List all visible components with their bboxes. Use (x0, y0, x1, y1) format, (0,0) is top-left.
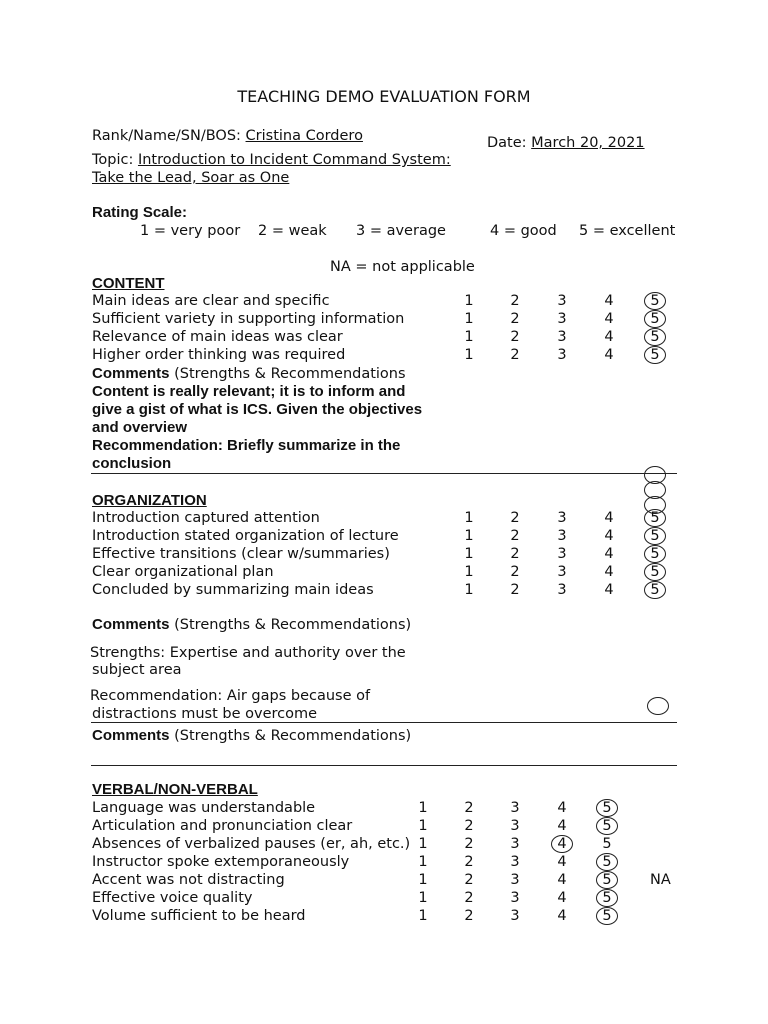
comments-hint: (Strengths & Recommendations) (169, 728, 412, 744)
criterion-label: Absences of verbalized pauses (er, ah, etc.) (92, 836, 411, 852)
selected-score-circle (596, 871, 618, 889)
topic-field (92, 151, 451, 169)
comments-label: Comments (92, 365, 170, 382)
score-option: 2 (510, 311, 520, 327)
score-option: 4 (557, 818, 567, 834)
score-option: 3 (557, 582, 567, 598)
date-field (487, 134, 645, 152)
score-option: 3 (557, 311, 567, 327)
score-option: 2 (464, 818, 474, 834)
score-option: 4 (604, 510, 614, 526)
criterion-label: Clear organizational plan (92, 564, 274, 580)
score-option: 3 (557, 546, 567, 562)
score-option: 5 (602, 908, 612, 924)
content-comment-line1: Content is really relevant; it is to inform and (92, 383, 406, 400)
score-option: 5 (650, 510, 660, 526)
score-option: 1 (418, 908, 428, 924)
score-option: 4 (557, 908, 567, 924)
organization-heading: ORGANIZATION (92, 492, 207, 509)
comments-label: Comments (92, 616, 170, 633)
rating-scale-heading: Rating Scale: (92, 204, 188, 221)
date-value: March 20, 2021 (531, 135, 645, 151)
score-option: 5 (650, 582, 660, 598)
content-heading: CONTENT (92, 275, 165, 292)
org-strengths-line2: subject area (92, 662, 182, 678)
selected-score-circle (644, 545, 666, 563)
content-recommend-line2: conclusion (92, 455, 172, 472)
scale-na: NA = not applicable (330, 259, 475, 275)
score-option: 1 (464, 293, 474, 309)
selected-score-circle (596, 799, 618, 817)
score-option: 4 (557, 890, 567, 906)
score-option: 2 (464, 800, 474, 816)
score-option: 4 (604, 564, 614, 580)
score-option: 1 (418, 818, 428, 834)
selected-score-circle (644, 310, 666, 328)
selected-score-circle (644, 527, 666, 545)
score-option: 2 (464, 836, 474, 852)
content-comment-line3: and overview (92, 419, 188, 436)
score-option: 5 (650, 293, 660, 309)
organization-comments2-label (92, 727, 411, 745)
score-option: 3 (510, 908, 520, 924)
score-option: 4 (604, 546, 614, 562)
criterion-label: Language was understandable (92, 800, 316, 816)
score-option: 4 (604, 329, 614, 345)
scale-2: 2 = weak (258, 223, 327, 239)
criterion-label: Main ideas are clear and specific (92, 293, 330, 309)
score-option: 4 (604, 293, 614, 309)
comments-label: Comments (92, 727, 170, 744)
score-option: 3 (510, 818, 520, 834)
score-option: 2 (464, 890, 474, 906)
selected-score-circle (644, 563, 666, 581)
rank-value: Cristina Cordero (245, 128, 363, 144)
score-option: 1 (418, 872, 428, 888)
score-option: 1 (464, 546, 474, 562)
score-option: 2 (510, 293, 520, 309)
score-option: 2 (510, 347, 520, 363)
score-option: 3 (510, 872, 520, 888)
scale-1: 1 = very poor (140, 223, 241, 239)
criterion-label: Introduction captured attention (92, 510, 320, 526)
score-option: 4 (604, 582, 614, 598)
score-option: 2 (510, 329, 520, 345)
score-option: 5 (602, 890, 612, 906)
selected-score-circle (644, 328, 666, 346)
score-option: 1 (418, 890, 428, 906)
divider (91, 722, 677, 723)
score-option: 2 (510, 546, 520, 562)
criterion-label: Effective transitions (clear w/summaries) (92, 546, 390, 562)
score-option: 3 (510, 800, 520, 816)
scale-3: 3 = average (356, 223, 446, 239)
score-option: 2 (510, 510, 520, 526)
scale-5: 5 = excellent (579, 223, 676, 239)
score-option: 2 (464, 854, 474, 870)
selected-score-circle (644, 292, 666, 310)
score-option: 5 (602, 872, 612, 888)
rank-field (92, 127, 363, 145)
score-option: 4 (557, 800, 567, 816)
comments-hint: (Strengths & Recommendations (169, 366, 406, 382)
score-option: 1 (464, 528, 474, 544)
score-option: 5 (650, 564, 660, 580)
score-option: 4 (557, 836, 567, 852)
divider (91, 765, 677, 766)
score-option: 4 (604, 311, 614, 327)
score-option: 1 (464, 510, 474, 526)
score-option: 1 (464, 564, 474, 580)
selected-score-circle (644, 581, 666, 599)
score-option: 3 (510, 890, 520, 906)
score-option: 2 (464, 872, 474, 888)
org-strengths-line1: Strengths: Expertise and authority over the (90, 645, 406, 661)
content-recommend-line1: Recommendation: Briefly summarize in the (92, 437, 401, 454)
criterion-label: Effective voice quality (92, 890, 253, 906)
organization-comments-label (92, 616, 411, 634)
org-recommend-line1: Recommendation: Air gaps because of (90, 688, 371, 704)
score-option: 2 (510, 528, 520, 544)
date-label: Date: (487, 135, 527, 151)
content-comment-line2: give a gist of what is ICS. Given the objectives (92, 401, 423, 418)
topic-value-line1: Introduction to Incident Command System: (137, 152, 451, 168)
score-option: 4 (604, 528, 614, 544)
criterion-label: Sufficient variety in supporting information (92, 311, 405, 327)
org-recommend-line2: distractions must be overcome (92, 706, 318, 722)
score-option: 3 (557, 329, 567, 345)
score-option: 5 (650, 528, 660, 544)
criterion-label: Introduction stated organization of lecture (92, 528, 399, 544)
score-option: 5 (602, 818, 612, 834)
score-option: 1 (464, 582, 474, 598)
score-option: 5 (650, 546, 660, 562)
score-option: 2 (464, 908, 474, 924)
score-option: 3 (557, 510, 567, 526)
score-option: 1 (418, 800, 428, 816)
criterion-label: Concluded by summarizing main ideas (92, 582, 374, 598)
criterion-label: Higher order thinking was required (92, 347, 346, 363)
selected-score-circle (551, 835, 573, 853)
score-option: 2 (510, 582, 520, 598)
score-option: 3 (510, 854, 520, 870)
score-option: 1 (418, 854, 428, 870)
score-option: 1 (464, 347, 474, 363)
score-option: 5 (650, 347, 660, 363)
score-option: 2 (510, 564, 520, 580)
selected-score-circle (644, 346, 666, 364)
score-option: 4 (557, 872, 567, 888)
form-title: TEACHING DEMO EVALUATION FORM (237, 87, 531, 106)
criterion-label: Volume sufficient to be heard (92, 908, 306, 924)
na-mark: NA (650, 872, 671, 888)
selected-score-circle (596, 889, 618, 907)
empty-circle-mark (647, 697, 669, 715)
score-option: 5 (602, 836, 612, 852)
score-option: 5 (650, 329, 660, 345)
score-option: 3 (557, 293, 567, 309)
topic-value-line2: Take the Lead, Soar as One (92, 170, 290, 186)
score-option: 5 (602, 854, 612, 870)
score-option: 1 (464, 311, 474, 327)
selected-score-circle (644, 509, 666, 527)
score-option: 5 (650, 311, 660, 327)
score-option: 1 (464, 329, 474, 345)
criterion-label: Accent was not distracting (92, 872, 285, 888)
selected-score-circle (596, 817, 618, 835)
criterion-label: Articulation and pronunciation clear (92, 818, 353, 834)
score-option: 3 (557, 528, 567, 544)
score-option: 4 (557, 854, 567, 870)
score-option: 1 (418, 836, 428, 852)
verbal-heading: VERBAL/NON-VERBAL (92, 781, 258, 798)
score-option: 4 (604, 347, 614, 363)
selected-score-circle (596, 907, 618, 925)
score-option: 3 (557, 347, 567, 363)
score-option: 3 (510, 836, 520, 852)
content-comments-label (92, 365, 406, 383)
scale-4: 4 = good (490, 223, 557, 239)
score-option: 3 (557, 564, 567, 580)
rank-label: Rank/Name/SN/BOS: (92, 128, 241, 144)
comments-hint: (Strengths & Recommendations) (169, 617, 412, 633)
topic-label: Topic: (92, 152, 134, 168)
criterion-label: Relevance of main ideas was clear (92, 329, 343, 345)
divider (91, 473, 677, 474)
score-option: 5 (602, 800, 612, 816)
selected-score-circle (596, 853, 618, 871)
criterion-label: Instructor spoke extemporaneously (92, 854, 350, 870)
